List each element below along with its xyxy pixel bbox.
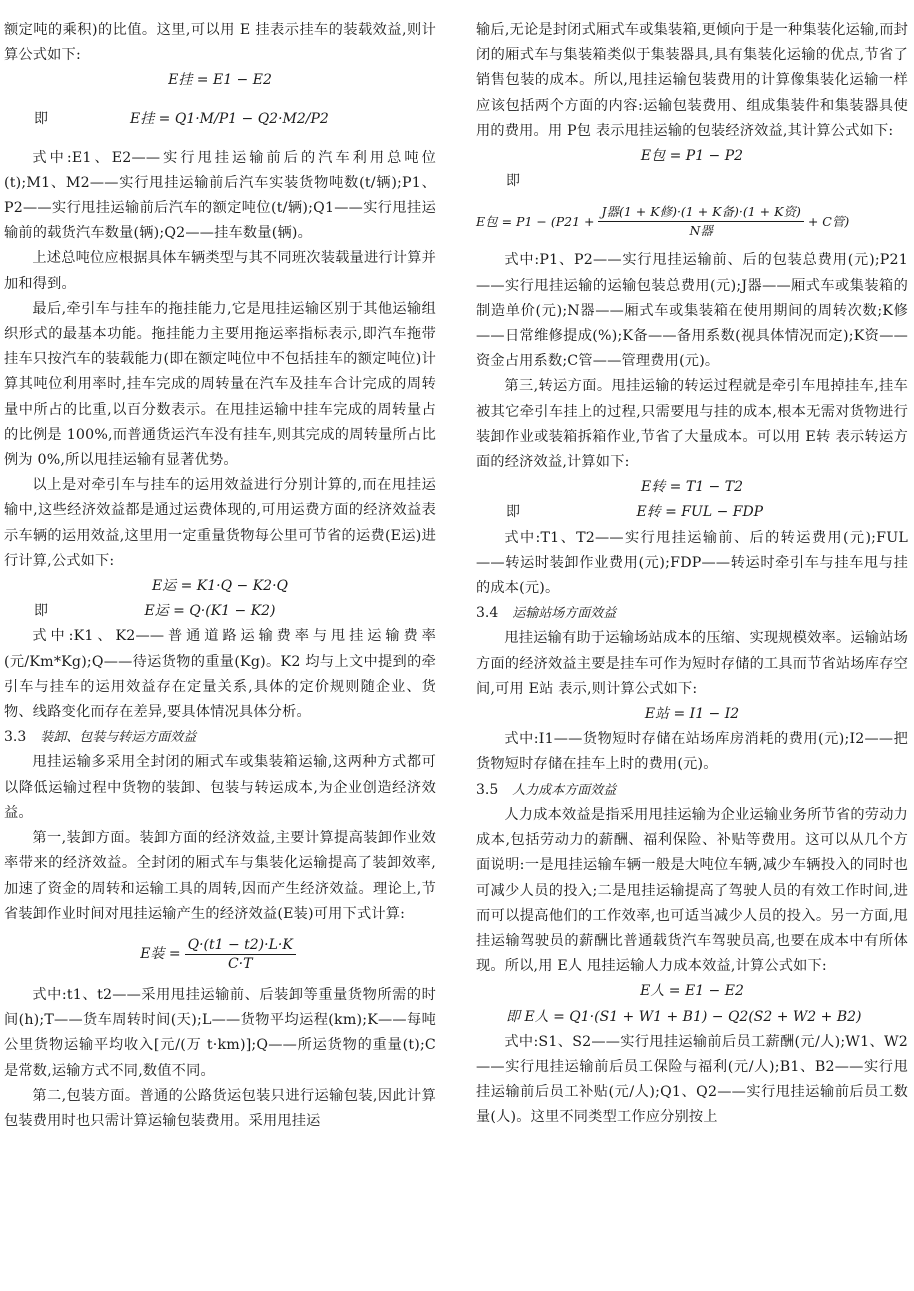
paragraph: 最后,牵引车与挂车的拖挂能力,它是甩挂运输区别于其他运输组织形式的最基本功能。拖挂能力主要用拖运率指标表示,即汽车拖带挂车只按汽车的装载能力(即在额定吨位中不包括挂车的额定吨位)计算其吨位利用率时,挂车完成的周转量在汽车及挂车合计完成的周转量中所占的比重,以百分数表示。在甩挂运输中挂车完成的周转量占的比例是 100%,而普通货运汽车没有挂车,则其完成的周转量所占比例为 0%,所以甩挂运输有显著优势。 xyxy=(4,300,436,469)
equation-lhs: E装 = xyxy=(140,946,181,963)
paragraph: 以上是对牵引车与挂车的运用效益进行分别计算的,而在甩挂运输中,这些经济效益都是通过运费体现的,可用运费方面的经济效益表示车辆的运用效益,这里用一定重量货物每公里可节省的运费(E运)进行计算,公式如下: xyxy=(4,477,436,569)
fraction-denominator: N器 xyxy=(689,222,713,238)
equation: E挂 = E1 − E2 xyxy=(168,72,272,89)
equation-label: 即 xyxy=(34,603,48,620)
equation-body: E转 = FUL − FDP xyxy=(636,504,764,521)
equation: E人 = E1 − E2 xyxy=(640,983,744,1000)
equation xyxy=(4,927,436,983)
paragraph: 人力成本效益是指采用甩挂运输为企业运输业务所节省的劳动力成本,包括劳动力的薪酬、福利保险、补贴等费用。这可以从几个方面说明:一是甩挂运输车辆一般是大吨位车辆,减少车辆投入的同时也可减少人员的投入;二是甩挂运输提高了驾驶人员的有效工作时间,进而可以提高他们的工作效率,也可适当减少人员的投入。另一方面,甩挂运输驾驶员的薪酬比普通载货汽车驾驶员高,也要在成本中有所体现。所以,用 E人 甩挂运输人力成本效益,计算公式如下: xyxy=(476,806,908,975)
section-title: 装卸、包装与转运方面效益 xyxy=(40,730,197,746)
equation xyxy=(476,194,908,248)
fraction-numerator: J器(1 + K修)·(1 + K备)·(1 + K资) xyxy=(598,203,803,222)
equation: E转 = T1 − T2 xyxy=(641,479,743,496)
equation xyxy=(4,599,436,624)
paragraph: 式中:P1、P2——实行甩挂运输前、后的包装总费用(元);P21——实行甩挂运输的运输包装总费用(元);J器——厢式车或集装箱的制造单价(元);N器——厢式车或集装箱在使用期间的周转次数;K修——日常维修提成(%);K备——备用系数(视具体情况而定);K资——资金占用系数;C管——管理费用(元)。 xyxy=(476,252,908,370)
equation: 即 E人 = Q1·(S1 + W1 + B1) − Q2(S2 + W2 + B2) xyxy=(506,1008,862,1025)
equation-lhs: E包 = P1 − (P21 + xyxy=(476,213,595,229)
equation: E站 = I1 − I2 xyxy=(644,706,740,723)
paragraph: 第三,转运方面。甩挂运输的转运过程就是牵引车甩掉挂车,挂车被其它牵引车挂上的过程,只需要甩与挂的成本,根本无需对货物进行装卸作业或装箱拆箱作业,节省了大量成本。可以用 E转 表示转运方面的经济效益,计算如下: xyxy=(476,378,908,471)
fraction-numerator: Q·(t1 − t2)·L·K xyxy=(185,936,296,955)
equation-body: E运 = Q·(K1 − K2) xyxy=(144,603,276,620)
section-heading xyxy=(476,778,908,803)
paragraph: 输后,无论是封闭式厢式车或集装箱,更倾向于是一种集装化运输,而封闭的厢式车与集装箱类似于集装器具,具有集装化运输的优点,节省了销售包装的成本。所以,甩挂运输包装费用的计算像集装化运输一样应该包括两个方面的内容:运输包装费用、组成集装件和集装器具使用的费用。用 P包 表示甩挂运输的包装经济效益,其计算公式如下: xyxy=(476,22,908,139)
paragraph: 式中:t1、t2——采用甩挂运输前、后装卸等重量货物所需的时间(h);T——货车周转时间(天);L——货物平均运程(km);K——每吨公里货物运输平均收入[元/(万 t·km)];Q——所运货物的重量(t);C 是常数,运输方式不同,数值不同。 xyxy=(4,986,436,1079)
paragraph: 甩挂运输多采用全封闭的厢式车或集装箱运输,这两种方式都可以降低运输过程中货物的装卸、包装与转运成本,为企业创造经济效益。 xyxy=(4,754,436,821)
section-heading xyxy=(4,725,436,750)
paragraph: 上述总吨位应根据具体车辆类型与其不同班次装载量进行计算并加和得到。 xyxy=(4,250,436,292)
section-number: 3.3 xyxy=(4,729,27,746)
left-column xyxy=(4,18,436,1134)
section-number: 3.4 xyxy=(476,605,499,622)
paragraph: 第一,装卸方面。装卸方面的经济效益,主要计算提高装卸作业效率带来的经济效益。全封闭的厢式车与集装化运输提高了装卸效率,加速了资金的周转和运输工具的周转,因而产生经济效益。理论上,节省装卸作业时间对甩挂运输产生的经济效益(E装)可用下式计算: xyxy=(4,830,436,922)
right-column xyxy=(476,18,908,1131)
fraction-denominator: C·T xyxy=(227,956,253,973)
section-heading xyxy=(476,601,908,626)
equation-body: E挂 = Q1·M/P1 − Q2·M2/P2 xyxy=(130,111,329,127)
paragraph: 式中:E1、E2——实行甩挂运输前后的汽车利用总吨位(t);M1、M2——实行甩挂运输前后汽车实装货物吨数(t/辆);P1、P2——实行甩挂运输前后汽车的额定吨位(t/辆);Q1——实行甩挂运输前的载货汽车数量(辆);Q2——挂车数量(辆)。 xyxy=(4,149,436,242)
equation-label: 即 xyxy=(506,173,520,190)
section-title: 运输站场方面效益 xyxy=(512,606,617,622)
section-number: 3.5 xyxy=(476,781,499,798)
paragraph: 式中:I1——货物短时存储在站场库房消耗的费用(元);I2——把货物短时存储在挂车上时的费用(元)。 xyxy=(476,731,908,773)
fraction xyxy=(185,936,296,973)
fraction xyxy=(598,203,803,240)
paragraph: 第二,包装方面。普通的公路货运包装只进行运输包装,因此计算包装费用时也只需计算运输包装费用。采用甩挂运 xyxy=(4,1087,436,1129)
paragraph: 甩挂运输有助于运输场站成本的压缩、实现规模效率。运输站场方面的经济效益主要是挂车可作为短时存储的工具而节省站场库存空间,可用 E站 表示,则计算公式如下: xyxy=(476,630,908,697)
paragraph: 式中:K1、K2——普通道路运输费率与甩挂运输费率(元/Km*Kg);Q——待运货物的重量(Kg)。K2 均与上文中提到的牵引车与挂车的运用效益存在定量关系,具体的定价规则随企业、货物、线路变化而存在差异,要具体情况具体分析。 xyxy=(4,628,436,721)
equation-rhs: + C管) xyxy=(807,213,850,229)
equation xyxy=(476,500,908,525)
paragraph: 式中:T1、T2——实行甩挂运输前、后的转运费用(元);FUL——转运时装卸作业费用(元);FDP——转运时牵引车与挂车甩与挂的成本(元)。 xyxy=(476,529,908,597)
equation-label: 即 xyxy=(34,111,48,127)
equation xyxy=(4,94,436,146)
equation: E运 = K1·Q − K2·Q xyxy=(151,578,289,595)
paragraph: 式中:S1、S2——实行甩挂运输前后员工薪酬(元/人);W1、W2——实行甩挂运输前后员工保险与福利(元/人);B1、B2——实行甩挂运输前后员工补贴(元/人);Q1、Q2——实行甩挂运输前后员工数量(人)。这里不同类型工作应分别按上 xyxy=(476,1033,908,1126)
section-title: 人力成本方面效益 xyxy=(512,782,617,798)
equation-label: 即 xyxy=(506,504,520,521)
equation: E包 = P1 − P2 xyxy=(640,148,744,165)
equation-label-line xyxy=(476,169,908,194)
paragraph: 额定吨的乘积)的比值。这里,可以用 E 挂表示挂车的装载效益,则计算公式如下: xyxy=(4,22,436,64)
